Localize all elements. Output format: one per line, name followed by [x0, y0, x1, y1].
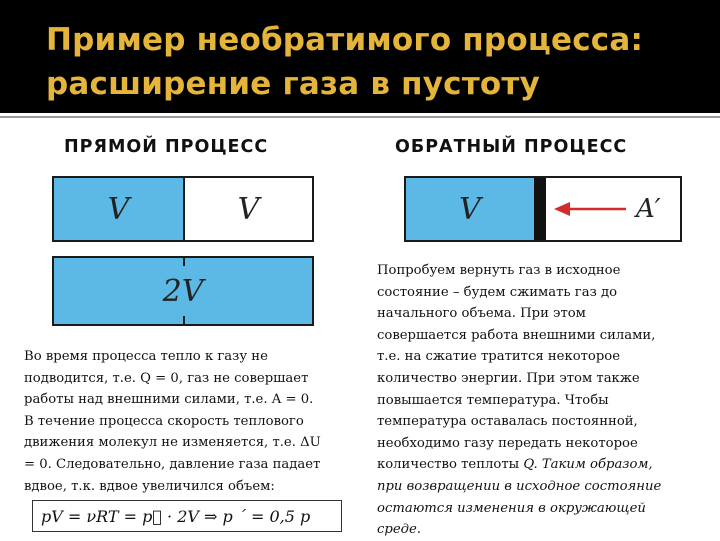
text-segment-italic: среде	[377, 522, 417, 538]
direct-process-heading: ПРЯМОЙ ПРОЦЕСС	[64, 137, 269, 157]
text-line: В течение процесса скорость теплового	[24, 413, 304, 429]
text-line: подводится, т.е. Q = 0, газ не совершает	[24, 370, 309, 386]
empty-space	[546, 178, 680, 240]
compressed-gas	[406, 178, 534, 240]
volume-label-double: 2V	[162, 273, 204, 309]
vessel-before-expansion	[52, 176, 314, 242]
text-line: совершается работа внешними силами,	[377, 327, 656, 343]
volume-label-left: V	[107, 191, 130, 227]
reverse-process-text	[377, 260, 661, 541]
text-line: движения молекул не изменяется, т.е. ΔU	[24, 435, 321, 451]
direct-process-text	[24, 346, 321, 497]
gas-full-volume	[54, 258, 312, 324]
header-divider	[0, 116, 720, 118]
work-label: A′	[636, 194, 661, 224]
text-line-italic: остаются изменения в окружающей	[377, 500, 646, 516]
header-bar	[0, 0, 720, 113]
pressure-formula	[32, 500, 342, 532]
text-line: т.е. на сжатие тратится некоторое	[377, 349, 621, 365]
text-line: Попробуем вернуть газ в исходное	[377, 263, 621, 278]
vacuum-half-right	[185, 178, 312, 240]
slide-title	[46, 18, 643, 106]
text-line: Во время процесса тепло к газу не	[24, 349, 268, 364]
text-line: количество энергии. При этом также	[377, 370, 640, 386]
title-line-1: Пример необратимого процесса:	[46, 22, 644, 58]
piston	[534, 178, 546, 240]
text-line: повышается температура. Чтобы	[377, 392, 609, 408]
heat-symbol: Q.	[523, 457, 538, 473]
text-line: вдвое, т.к. вдвое увеличился объем:	[24, 478, 275, 494]
text-line: начального объема. При этом	[377, 306, 586, 322]
partition-stub-top	[183, 258, 185, 266]
gas-half-left	[54, 178, 183, 240]
partition-stub-bottom	[183, 316, 185, 324]
force-arrow-icon	[554, 199, 626, 219]
text-line: необходимо газу передать некоторое	[377, 435, 638, 451]
text-line: состояние – будем сжимать газ до	[377, 284, 618, 300]
formula-text: pV = νRT = p⃞ · 2V ⇒ p ´ = 0,5 p	[41, 506, 311, 526]
text-line: работы над внешними силами, т.е. A = 0.	[24, 392, 314, 408]
vessel-after-expansion	[52, 256, 314, 326]
volume-label-right: V	[237, 191, 260, 227]
text-line-italic: при возвращении в исходное состояние	[377, 478, 662, 494]
text-line: температура оставалась постоянной,	[377, 414, 638, 430]
vessel-compression	[404, 176, 682, 242]
text-segment-italic: Таким образом,	[537, 457, 653, 473]
volume-label: V	[459, 191, 481, 227]
text-segment: количество теплоты	[377, 457, 524, 473]
text-segment: .	[416, 522, 421, 538]
title-line-2: расширение газа в пустоту	[46, 66, 540, 102]
text-line: = 0. Следовательно, давление газа падает	[24, 456, 321, 472]
reverse-process-heading: ОБРАТНЫЙ ПРОЦЕСС	[395, 137, 628, 157]
